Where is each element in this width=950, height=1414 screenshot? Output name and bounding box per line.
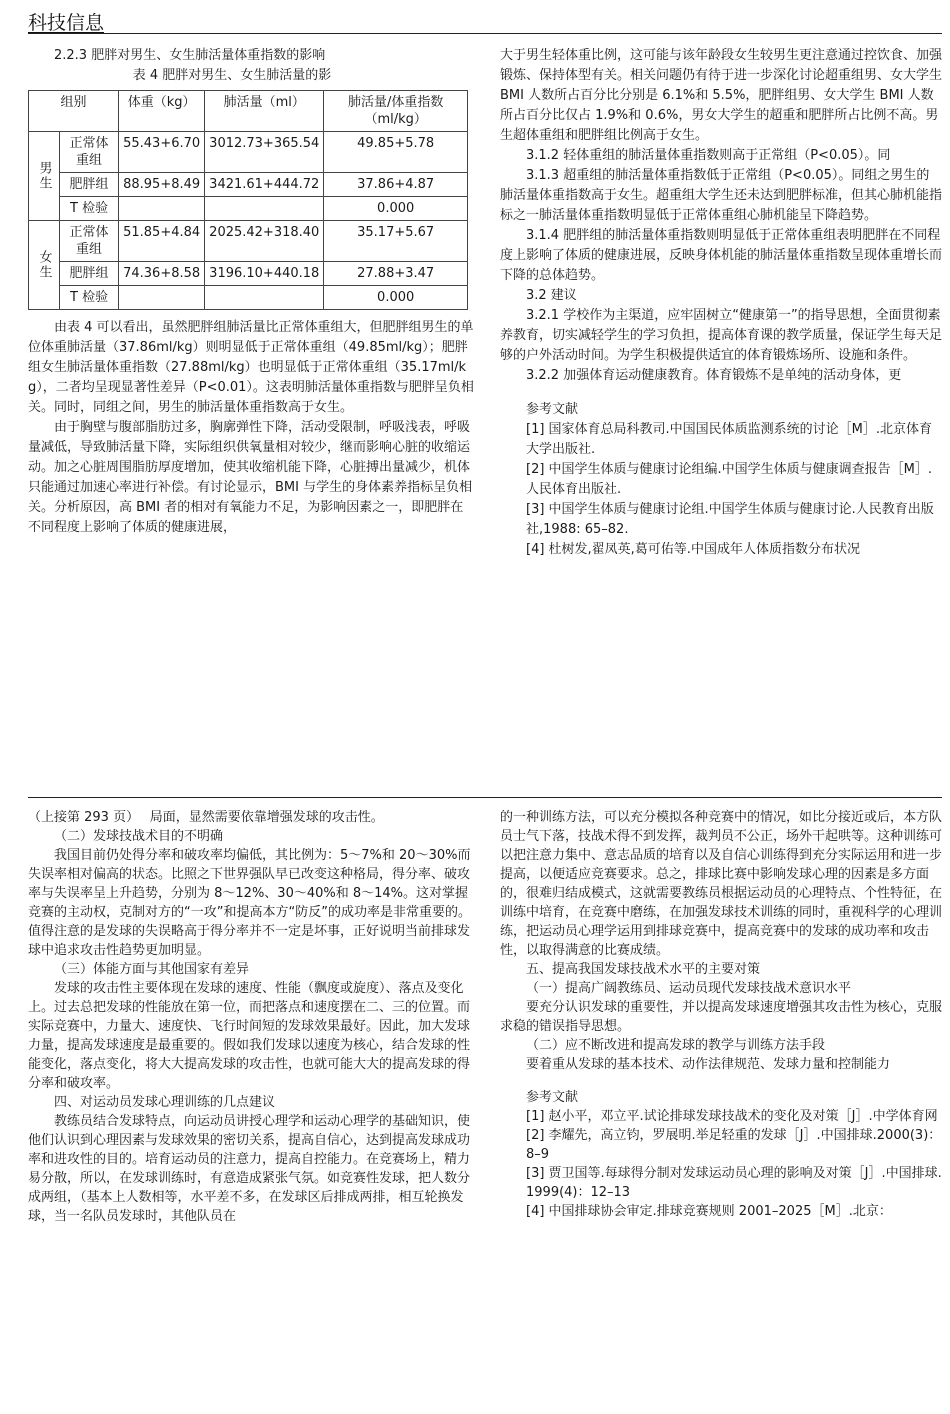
reference-item: [4] 中国排球协会审定.排球竞赛规则 2001–2025［M］.北京： xyxy=(526,1204,892,1219)
table-header-row xyxy=(29,91,468,132)
table-cell xyxy=(119,286,205,310)
reference-item: [1] 国家体育总局科教司.中国国民体质监测系统的讨论［M］.北京体育大学出版社. xyxy=(526,422,933,457)
table-cell: 正常体重组 xyxy=(60,132,119,173)
data-table xyxy=(28,90,468,310)
body-paragraph: 3.2.2 加强体育运动健康教育。体育锻炼不是单纯的活动身体，更 xyxy=(526,368,902,383)
table-cell: 51.85+4.84 xyxy=(119,221,205,262)
body-paragraph: 由于胸壁与腹部脂肪过多，胸廓弹性下降，活动受限制，呼吸浅表，呼吸量减低，导致肺活量下降，实际组织供氧量相对较少，继而影响心脏的收缩运动。加之心脏周围脂肪厚度增加，使其收缩机能下降，心脏搏出量减少，机体只能通过加速心率进行补偿。有讨论显示，BMI 与学生的身体素养指标呈负相关。分析原因，高 BMI 者的相对有氧能力不足，为影响因素之一，即肥胖在不同程度上影响了体质的健康进展， xyxy=(28,420,473,535)
section-heading: 3.2 建议 xyxy=(526,288,577,303)
table-cell: 3196.10+440.18 xyxy=(205,262,324,286)
body-paragraph: 我国目前仍处得分率和破攻率均偏低，其比例为：5～7%和 20～30%而失误率相对偏高的状态。比照之下世界强队早已改变这种格局，得分率、破攻率与失误率呈上升趋势，分别为 8～12%、30～40%和 8～14%。这对掌握竞赛的主动权，克制对方的“一攻”和提高本方“防反”的成功率是非常重要的。值得注意的是发球的失误略高于得分率并不一定是坏事，正好说明当前排球发球中追求攻击性趋势更加明显。 xyxy=(28,848,471,958)
body-paragraph: 3.1.4 肥胖组的肺活量体重指数则明显低于正常体重组表明肥胖在不同程度上影响了体质的健康进展，反映身体机能的肺活量体重指数呈现体重增长而下降的总体趋势。 xyxy=(500,228,943,283)
table-cell xyxy=(205,197,324,221)
reference-item: [2] 李耀先，高立钧，罗展明.举足轻重的发球［J］.中国排球.2000(3)：8–9 xyxy=(526,1128,942,1162)
table-cell: T 检验 xyxy=(60,286,119,310)
table-cell: 0.000 xyxy=(324,286,468,310)
table-row xyxy=(29,286,468,310)
top-left-column xyxy=(28,46,476,538)
reference-item: [1] 赵小平，邓立平.试论排球发球技战术的变化及对策［J］.中学体育网 xyxy=(526,1109,938,1124)
reference-item: [4] 杜树发,翟凤英,葛可佑等.中国成年人体质指数分布状况 xyxy=(526,542,860,557)
table-cell: 正常体重组 xyxy=(60,221,119,262)
references-title: 参考文献 xyxy=(526,1090,579,1105)
table-row xyxy=(29,132,468,173)
table-cell xyxy=(119,197,205,221)
body-paragraph: 3.1.3 超重组的肺活量体重指数低于正常组（P<0.05）。同组之男生的肺活量体重指数高于女生。超重组大学生还未达到肥胖标准，但其心肺机能指标之一肺活量体重指数明显低于正常体重组心肺机能呈下降趋势。 xyxy=(500,168,943,223)
section-heading: 五、提高我国发球技战术水平的主要对策 xyxy=(526,962,761,977)
table-row xyxy=(29,262,468,286)
body-paragraph: 教练员结合发球特点，向运动员讲授心理学和运动心理学的基础知识，使他们认识到心理因素与发球效果的密切关系，提高自信心，达到提高发球成功率和进攻性的目的。培育运动员的注意力，提高自控能力。在竞赛场上，精力易分散，所以，在发球训练时，有意造成紧张气氛。如竞赛性发球，把人数分成两组，（基本上人数相等，水平差不多，在发球区后排成两排，相互轮换发球，当一名队员发球时，其他队员在 xyxy=(28,1114,471,1224)
body-paragraph: 的一种训练方法，可以充分模拟各种竞赛中的情况，如比分接近或后，本方队员士气下落，技战术得不到发挥，裁判员不公正，场外干起哄等。这种训练可以把注意力集中、意志品质的培育以及自信心训练得到充分实际运用和进一步提高，以便适应竞赛要求。总之，排球比赛中影响发球心理的因素是多方面的，很难归结成模式，这就需要教练员根据运动员的心理特点、个性特征，在训练中培育，在竞赛中磨练，在加强发球技术训练的同时，重视科学的心理训练，把运动员心理学运用到排球竞赛中，提高竞赛中的发球的成功率和攻击性，以取得满意的比赛成绩。 xyxy=(500,810,943,958)
body-paragraph: 发球的攻击性主要体现在发球的速度、性能（飘度或旋度）、落点及变化上。过去总把发球的性能放在第一位，而把落点和速度摆在二、三的位置。而实际竞赛中，力量大、速度快、飞行时间短的发球效果最好。因此，加大发球力量，提高发球速度是最重要的。假如我们发球以速度为核心，结合发球的性能变化，落点变化，将大大提高发球的攻击性，也就可能大大的提高发球的得分率和破攻率。 xyxy=(28,981,471,1091)
body-paragraph: 大于男生轻体重比例，这可能与该年龄段女生较男生更注意通过控饮食、加强锻炼、保持体型有关。相关问题仍有待于进一步深化讨论超重组男、女大学生 BMI 人数所占百分比分别是 6.1%和 5.5%，肥胖组男、女大学生 BMI 人数所占百分比仅占 1.9%和 0.6%，男女大学生的超重和肥胖所占比例不高。男生超体重组和肥胖组比例高于女生。 xyxy=(500,48,943,143)
journal-header: 科技信息 xyxy=(28,12,105,34)
table-header: 肺活量/体重指数（ml/kg） xyxy=(324,91,468,132)
table-cell: 肥胖组 xyxy=(60,262,119,286)
body-paragraph: 要着重从发球的基本技术、动作法律规范、发球力量和控制能力 xyxy=(526,1057,891,1072)
reference-item: [3] 贾卫国等.每球得分制对发球运动员心理的影响及对策［J］.中国排球.1999(4)：12–13 xyxy=(526,1166,942,1200)
body-paragraph: 3.1.2 轻体重组的肺活量体重指数则高于正常组（P<0.05）。同 xyxy=(526,148,891,163)
table-cell: 0.000 xyxy=(324,197,468,221)
table-cell: 3012.73+365.54 xyxy=(205,132,324,173)
table-header: 体重（kg） xyxy=(119,91,205,132)
references-title: 参考文献 xyxy=(526,402,579,417)
body-paragraph: （上接第 293 页） 局面，显然需要依靠增强发球的攻击性。 xyxy=(28,810,384,825)
table-cell: 2025.42+318.40 xyxy=(205,221,324,262)
table-group-label: 男生 xyxy=(29,132,60,221)
section-heading: 2.2.3 肥胖对男生、女生肺活量体重指数的影响 xyxy=(54,48,326,63)
table-cell: 27.88+3.47 xyxy=(324,262,468,286)
table-cell xyxy=(205,286,324,310)
reference-item: [2] 中国学生体质与健康讨论组编.中国学生体质与健康调查报告［M］.人民体育出版社. xyxy=(526,462,933,497)
section-heading: （二）应不断改进和提高发球的教学与训练方法手段 xyxy=(526,1038,826,1053)
section-divider xyxy=(28,797,942,798)
section-heading: 四、对运动员发球心理训练的几点建议 xyxy=(54,1095,276,1110)
table-cell: 37.86+4.87 xyxy=(324,173,468,197)
body-paragraph: 3.2.1 学校作为主渠道，应牢固树立“健康第一”的指导思想，全面贯彻素养教育，切实减轻学生的学习负担，提高体育课的教学质量，保证学生每天足够的户外活动时间。为学生积极提供适宜的体育锻炼场所、设施和条件。 xyxy=(500,308,943,363)
table-header: 组别 xyxy=(29,91,119,132)
table-header: 肺活量（ml） xyxy=(205,91,324,132)
section-heading: （三）体能方面与其他国家有差异 xyxy=(54,962,250,977)
header-rule xyxy=(28,33,942,34)
table-cell: 88.95+8.49 xyxy=(119,173,205,197)
section-heading: （二）发球技战术目的不明确 xyxy=(54,829,224,844)
table-cell: 肥胖组 xyxy=(60,173,119,197)
bottom-right-column xyxy=(500,808,942,1221)
section-heading: （一）提高广阔教练员、运动员现代发球技战术意识水平 xyxy=(526,981,852,996)
table-cell: 49.85+5.78 xyxy=(324,132,468,173)
table-cell: 3421.61+444.72 xyxy=(205,173,324,197)
table-caption: 表 4 肥胖对男生、女生肺活量的影 xyxy=(132,68,332,83)
table-row xyxy=(29,173,468,197)
table-cell: T 检验 xyxy=(60,197,119,221)
body-paragraph: 由表 4 可以看出，虽然肥胖组肺活量比正常体重组大，但肥胖组男生的单位体重肺活量（37.86ml/kg）则明显低于正常体重组（49.85ml/kg）；肥胖组女生肺活量体重指数（27.88ml/kg）也明显低于正常体重组（35.17ml/kg），二者均呈现显著性差异（P<0.01）。这表明肺活量体重指数与肥胖呈负相关。同时，同组之间，男生的肺活量体重指数高于女生。 xyxy=(28,320,474,415)
reference-item: [3] 中国学生体质与健康讨论组.中国学生体质与健康讨论.人民教育出版社,1988: 65–82. xyxy=(526,502,934,537)
table-group-label: 女生 xyxy=(29,221,60,310)
body-paragraph: 要充分认识发球的重要性，并以提高发球速度增强其攻击性为核心，克服求稳的错误指导思想。 xyxy=(500,1000,943,1034)
top-right-column xyxy=(500,46,942,560)
table-cell: 55.43+6.70 xyxy=(119,132,205,173)
bottom-left-column xyxy=(28,808,476,1226)
table-row xyxy=(29,197,468,221)
table-cell: 35.17+5.67 xyxy=(324,221,468,262)
table-cell: 74.36+8.58 xyxy=(119,262,205,286)
table-row xyxy=(29,221,468,262)
